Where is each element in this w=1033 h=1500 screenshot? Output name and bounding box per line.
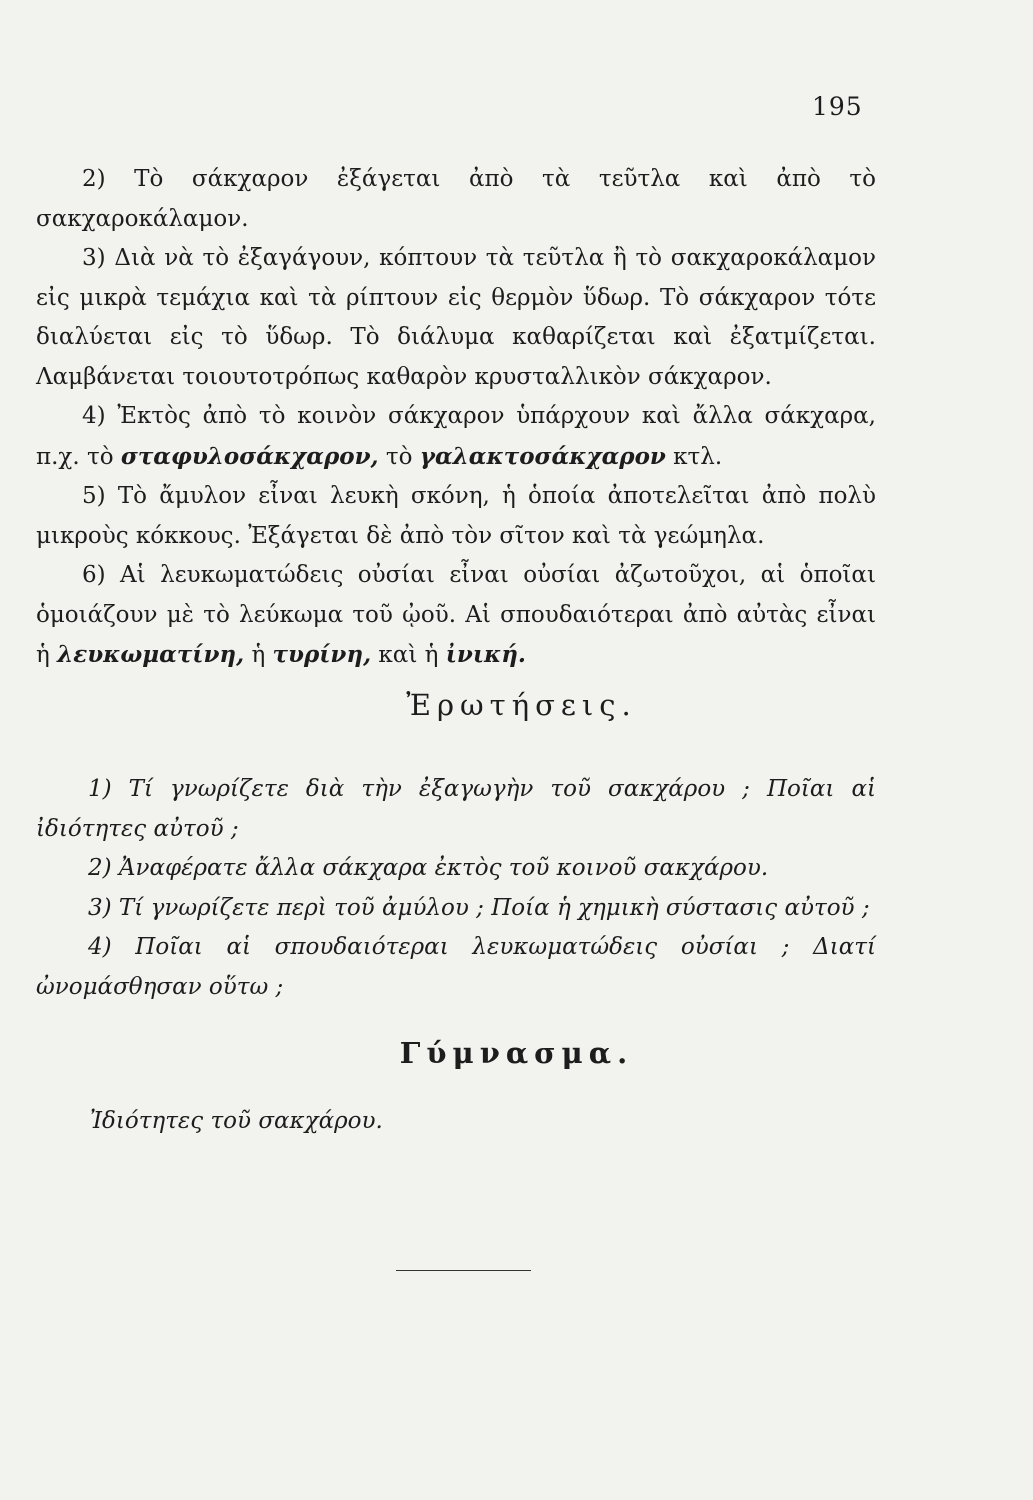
paragraph-2: 2) Τὸ σάκχαρον ἐξάγεται ἀπὸ τὰ τεῦτλα καὶ ἀπὸ τὸ σακχαροκάλαμον. <box>36 166 876 232</box>
exercise-heading: Γύμνασμα. <box>399 1036 634 1070</box>
question-2: 2) Ἀναφέρατε ἄλλα σάκχαρα ἐκτὸς τοῦ κοινοῦ σακχάρου. <box>88 855 769 881</box>
term-casein: τυρίνη, <box>272 641 372 668</box>
term-albumin: λευκωματίνη, <box>57 641 245 668</box>
body-text <box>36 160 876 676</box>
term-fibrin: ἰνική. <box>445 641 526 668</box>
term-grape-sugar: σταφυλοσάκχαρον, <box>120 442 379 470</box>
page-number: 195 <box>812 92 863 121</box>
paragraph-4 <box>36 397 876 477</box>
paragraph-4-start: 4) Ἐκτὸς ἀπὸ τὸ κοινὸν σάκχαρον ὑπάρχουν καὶ ἄλλα σάκχαρα, π.χ. τὸ <box>36 403 876 470</box>
exercise-text: Ἰδιότητες τοῦ σακχάρου. <box>90 1108 383 1134</box>
paragraph-6-mid-1: ἡ <box>244 642 273 668</box>
paragraph-6 <box>36 556 876 676</box>
paragraph-4-end: κτλ. <box>665 443 723 470</box>
term-milk-sugar: γαλακτοσάκχαρον <box>419 442 666 470</box>
question-1: 1) Τί γνωρίζετε διὰ τὴν ἐξαγωγὴν τοῦ σακχάρου ; Ποῖαι αἱ ἰδιότητες αὐτοῦ ; <box>36 776 876 842</box>
questions-list <box>36 770 876 1007</box>
questions-heading: Ἐρωτήσεις. <box>406 688 637 722</box>
paragraph-6-mid-2: καὶ ἡ <box>371 642 446 668</box>
paragraph-4-mid: τὸ <box>378 443 420 470</box>
question-3: 3) Τί γνωρίζετε περὶ τοῦ ἀμύλου ; Ποία ἡ χημικὴ σύστασις αὐτοῦ ; <box>88 894 870 921</box>
paragraph-5: 5) Τὸ ἄμυλον εἶναι λευκὴ σκόνη, ἡ ὁποία ἀποτελεῖται ἀπὸ πολὺ μικροὺς κόκκους. Ἐξάγεται δὲ ἀπὸ τὸν σῖτον καὶ τὰ γεώμηλα. <box>36 483 876 549</box>
paragraph-6-start: 6) Αἱ λευκωματώδεις οὐσίαι εἶναι οὐσίαι ἀζωτοῦχοι, αἱ ὁποῖαι ὁμοιάζουν μὲ τὸ λεύκωμα τοῦ ᾠοῦ. Αἱ σπουδαιότεραι ἀπὸ αὐτὰς εἶναι ἡ <box>36 562 876 668</box>
question-4: 4) Ποῖαι αἱ σπουδαιότεραι λευκωματώδεις οὐσίαι ; Διατί ὠνομάσθησαν οὕτω ; <box>36 934 876 1000</box>
section-divider <box>396 1270 531 1271</box>
paragraph-3: 3) Διὰ νὰ τὸ ἐξαγάγουν, κόπτουν τὰ τεῦτλα ἢ τὸ σακχαροκάλαμον εἰς μικρὰ τεμάχια καὶ τὰ ρίπτουν εἰς θερμὸν ὕδωρ. Τὸ σάκχαρον τότε διαλύεται εἰς τὸ ὕδωρ. Τὸ διάλυμα καθαρίζεται καὶ ἐξατμίζεται. Λαμβάνεται τοιουτοτρόπως καθαρὸν κρυσταλλικὸν σάκχαρον. <box>36 245 876 390</box>
